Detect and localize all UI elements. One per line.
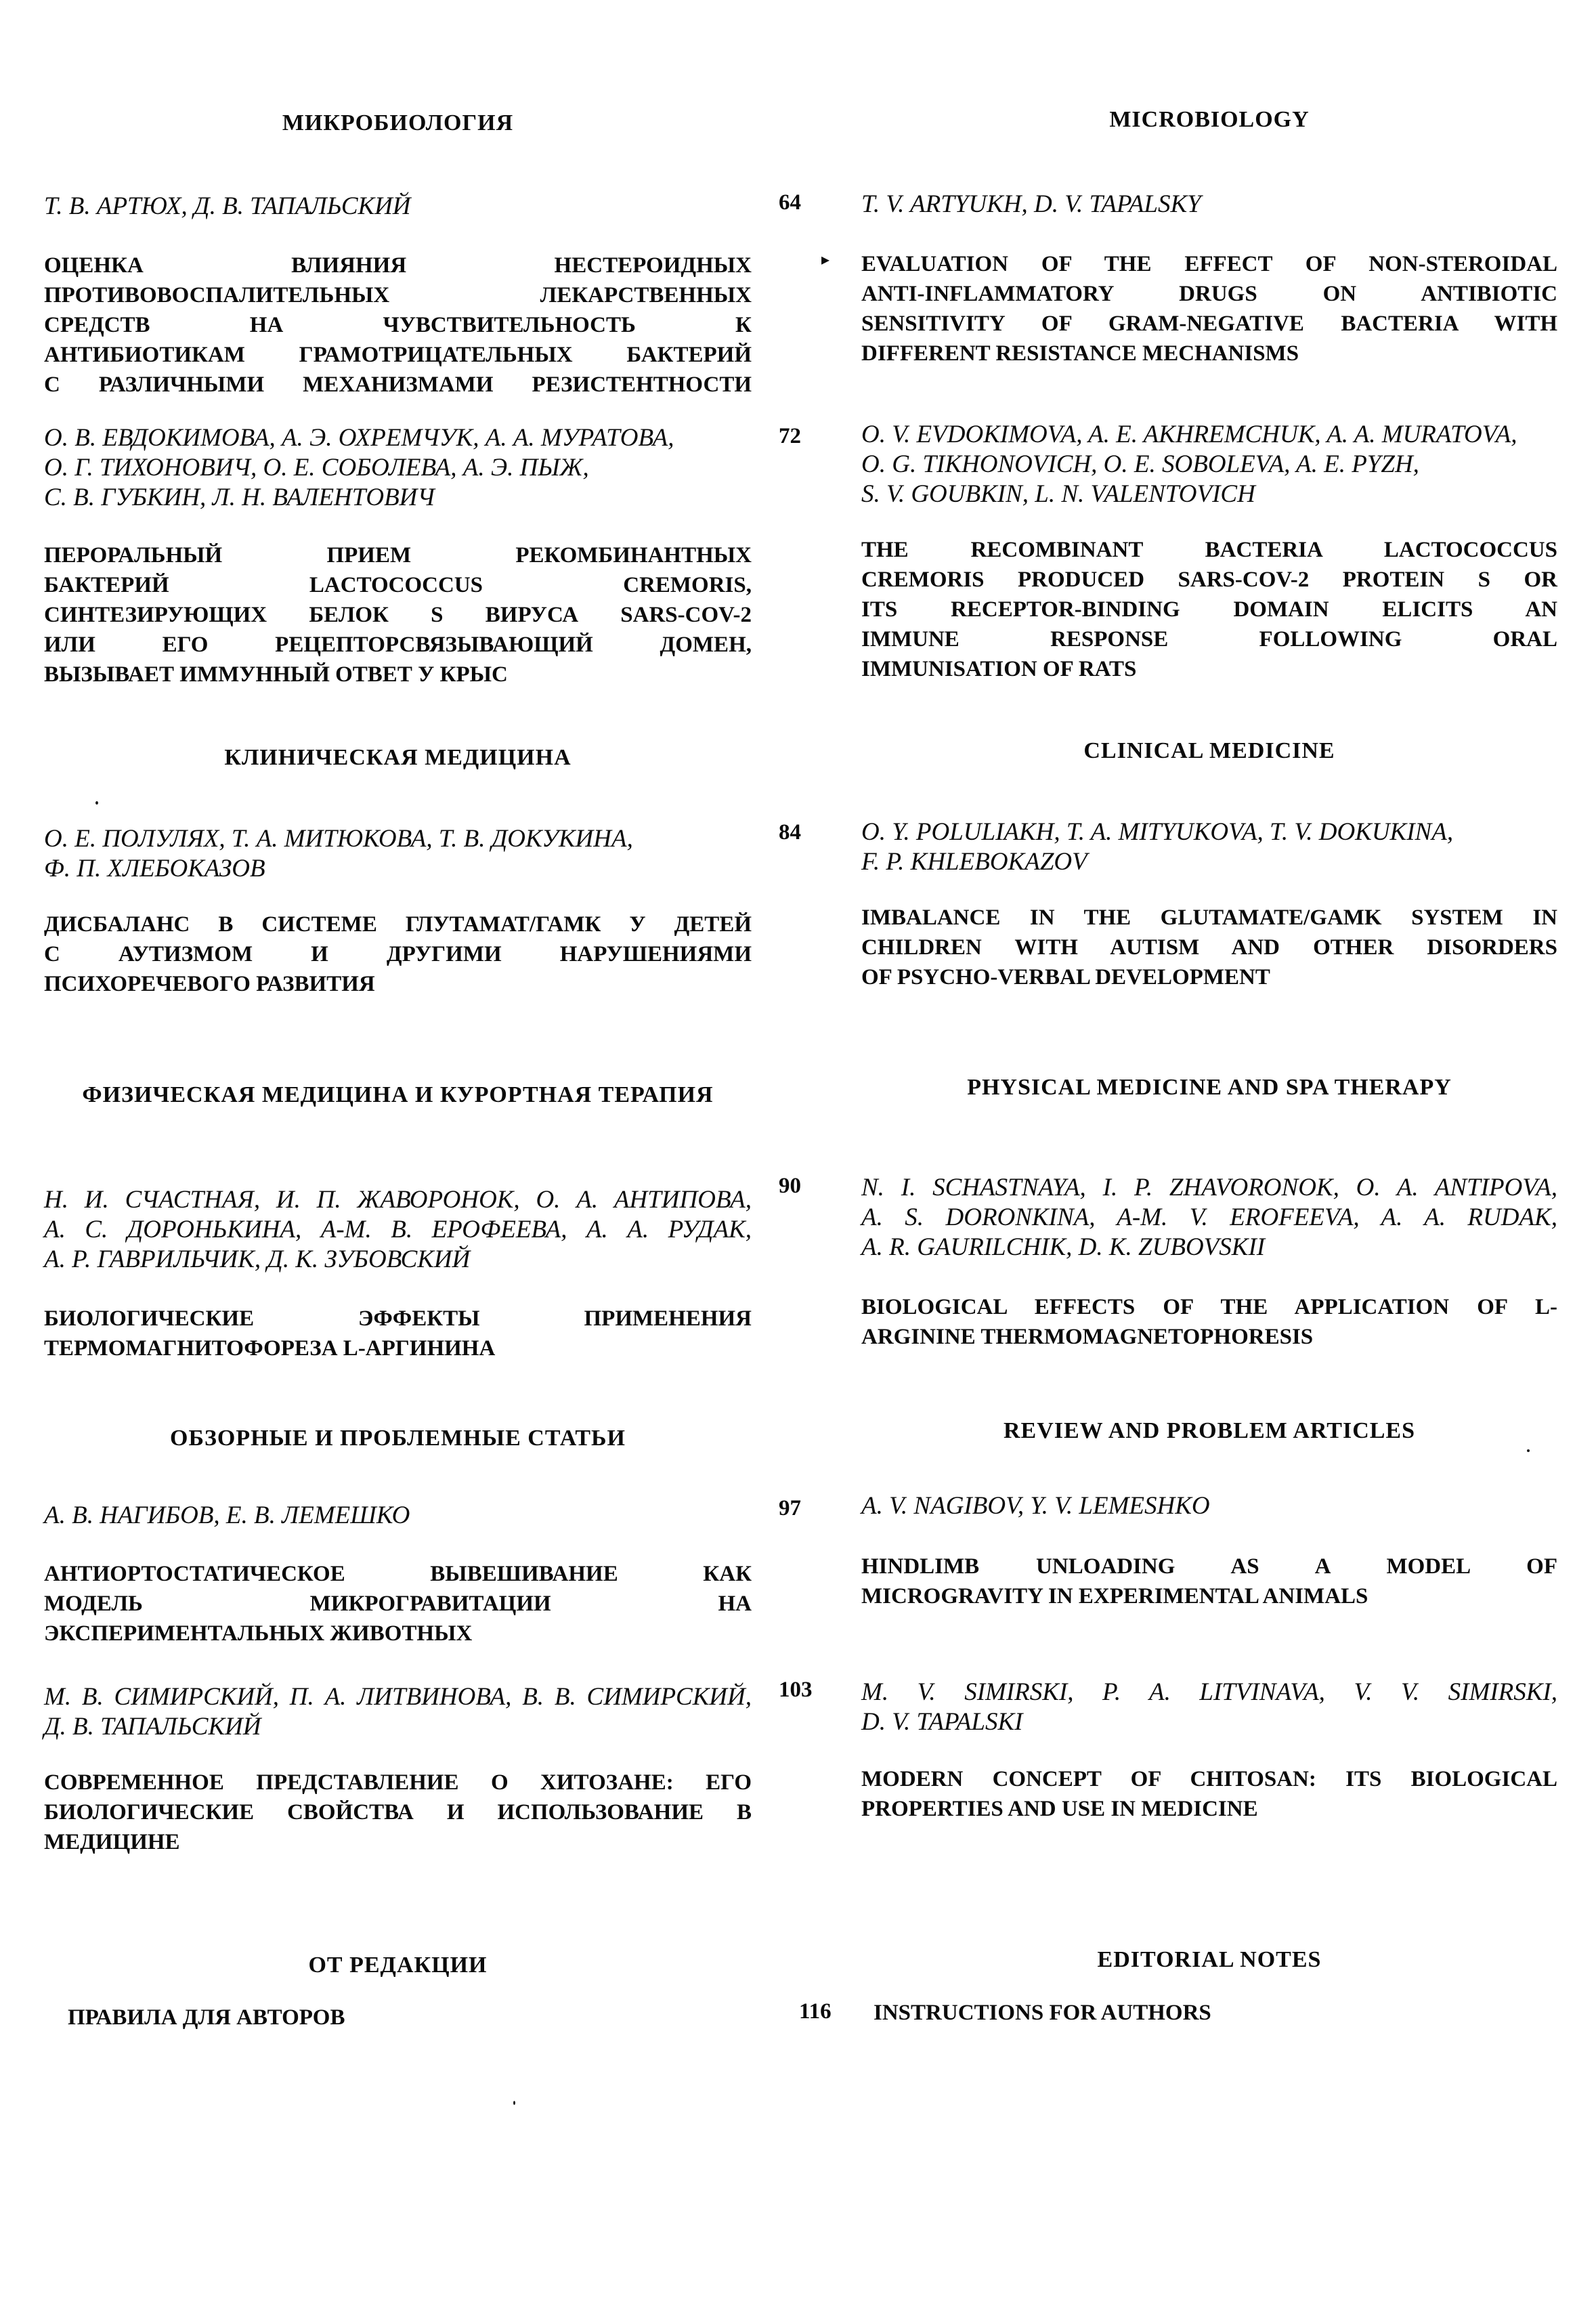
section-header-ru-review-articles: ОБЗОРНЫЕ И ПРОБЛЕМНЫЕ СТАТЬИ xyxy=(170,1426,626,1451)
title-line: ANTI-INFLAMMATORY DRUGS ON ANTIBIOTIC xyxy=(861,282,1557,306)
author-line: О. В. ЕВДОКИМОВА, А. Э. ОХРЕМЧУК, А. А. МУРАТОВА, xyxy=(44,424,674,452)
title-line: МЕДИЦИНЕ xyxy=(44,1830,180,1854)
page-number: 84 xyxy=(779,820,801,845)
author-line: T. V. ARTYUKH, D. V. TAPALSKY xyxy=(861,190,1201,218)
page-number: 64 xyxy=(779,190,801,215)
author-line: M. V. SIMIRSKI, P. A. LITVINAVA, V. V. SIMIRSKI, xyxy=(861,1678,1557,1706)
article-authors-en xyxy=(861,420,1557,509)
article-authors-ru xyxy=(44,423,752,513)
bullet-marker-icon: ▸ xyxy=(821,251,830,269)
title-line: ВЫЗЫВАЕТ ИММУННЫЙ ОТВЕТ У КРЫС xyxy=(44,662,508,687)
article-title-en xyxy=(861,1292,1557,1352)
author-line: O. G. TIKHONOVICH, O. E. SOBOLEVA, A. E. PYZH, xyxy=(861,450,1419,478)
article-title-en xyxy=(861,1552,1557,1611)
article-title-en xyxy=(861,535,1557,684)
article-title-ru xyxy=(44,1559,752,1648)
section-header-en-review-articles: REVIEW AND PROBLEM ARTICLES xyxy=(1003,1418,1416,1443)
title-line: ПРАВИЛА ДЛЯ АВТОРОВ xyxy=(68,2005,345,2030)
author-line: N. I. SCHASTNAYA, I. P. ZHAVORONOK, O. A. ANTIPOVA, xyxy=(861,1174,1557,1201)
article-authors-en xyxy=(861,190,1557,219)
title-line: CREMORIS PRODUCED SARS-COV-2 PROTEIN S OR xyxy=(861,568,1557,592)
article-title-ru xyxy=(44,251,752,400)
title-line: PROPERTIES AND USE IN MEDICINE xyxy=(861,1797,1258,1821)
title-line: SENSITIVITY OF GRAM-NEGATIVE BACTERIA WITH xyxy=(861,312,1557,336)
author-line: F. P. KHLEBOKAZOV xyxy=(861,848,1087,876)
article-title-en xyxy=(874,1998,1570,2028)
page-number: 97 xyxy=(779,1496,801,1520)
title-line: IMMUNISATION OF RATS xyxy=(861,657,1137,681)
title-line: ARGININE THERMOMAGNETOPHORESIS xyxy=(861,1325,1314,1349)
article-title-en xyxy=(861,1764,1557,1824)
article-authors-ru xyxy=(44,192,752,221)
page-number: 103 xyxy=(779,1678,813,1702)
title-line: ПРОТИВОВОСПАЛИТЕЛЬНЫХ ЛЕКАРСТВЕННЫХ xyxy=(44,283,752,307)
title-line: DIFFERENT RESISTANCE MECHANISMS xyxy=(861,341,1299,366)
scan-speck xyxy=(95,801,98,805)
scan-speck xyxy=(1527,1449,1530,1452)
article-title-ru xyxy=(68,2003,775,2032)
section-header-ru-clinical-medicine: КЛИНИЧЕСКАЯ МЕДИЦИНА xyxy=(224,745,571,770)
title-line: АНТИОРТОСТАТИЧЕСКОЕ ВЫВЕШИВАНИЕ КАК xyxy=(44,1562,752,1586)
title-line: THE RECOMBINANT BACTERIA LACTOCOCCUS xyxy=(861,538,1557,562)
title-line: СИНТЕЗИРУЮЩИХ БЕЛОК S ВИРУСА SARS-COV-2 xyxy=(44,603,752,627)
title-line: ПЕРОРАЛЬНЫЙ ПРИЕМ РЕКОМБИНАНТНЫХ xyxy=(44,543,752,568)
title-line: INSTRUCTIONS FOR AUTHORS xyxy=(874,2001,1211,2025)
author-line: О. Г. ТИХОНОВИЧ, О. Е. СОБОЛЕВА, А. Э. ПЫЖ, xyxy=(44,454,589,482)
title-line: АНТИБИОТИКАМ ГРАМОТРИЦАТЕЛЬНЫХ БАКТЕРИЙ xyxy=(44,343,752,367)
author-line: О. Е. ПОЛУЛЯХ, Т. А. МИТЮКОВА, Т. В. ДОКУКИНА, xyxy=(44,825,633,853)
author-line: А. Р. ГАВРИЛЬЧИК, Д. К. ЗУБОВСКИЙ xyxy=(44,1245,471,1273)
title-line: OF PSYCHO-VERBAL DEVELOPMENT xyxy=(861,965,1270,989)
scan-speck xyxy=(513,2101,515,2105)
page-number: 116 xyxy=(799,1999,832,2024)
author-line: O. Y. POLULIAKH, T. A. MITYUKOVA, T. V. DOKUKINA, xyxy=(861,818,1454,846)
title-line: ТЕРМОМАГНИТОФОРЕЗА L-АРГИНИНА xyxy=(44,1336,496,1361)
author-line: D. V. TAPALSKI xyxy=(861,1708,1023,1736)
title-line: БАКТЕРИЙ LACTOCOCCUS CREMORIS, xyxy=(44,573,752,597)
page-number: 90 xyxy=(779,1174,801,1198)
title-line: MODERN CONCEPT OF CHITOSAN: ITS BIOLOGICAL xyxy=(861,1767,1557,1791)
article-title-en xyxy=(861,903,1557,992)
title-line: МОДЕЛЬ МИКРОГРАВИТАЦИИ НА xyxy=(44,1592,752,1616)
article-title-ru xyxy=(44,1304,752,1363)
title-line: С РАЗЛИЧНЫМИ МЕХАНИЗМАМИ РЕЗИСТЕНТНОСТИ xyxy=(44,372,752,397)
article-authors-en xyxy=(861,817,1557,877)
title-line: СОВРЕМЕННОЕ ПРЕДСТАВЛЕНИЕ О ХИТОЗАНЕ: ЕГО xyxy=(44,1770,752,1795)
author-line: O. V. EVDOKIMOVA, A. E. AKHREMCHUK, A. A. MURATOVA, xyxy=(861,421,1517,448)
title-line: С АУТИЗМОМ И ДРУГИМИ НАРУШЕНИЯМИ xyxy=(44,942,752,966)
author-line: А. В. НАГИБОВ, Е. В. ЛЕМЕШКО xyxy=(44,1501,410,1529)
author-line: М. В. СИМИРСКИЙ, П. А. ЛИТВИНОВА, В. В. СИМИРСКИЙ, xyxy=(44,1683,752,1711)
article-title-ru xyxy=(44,540,752,689)
title-line: ИЛИ ЕГО РЕЦЕПТОРСВЯЗЫВАЮЩИЙ ДОМЕН, xyxy=(44,633,752,657)
author-line: Т. В. АРТЮХ, Д. В. ТАПАЛЬСКИЙ xyxy=(44,192,411,220)
author-line: А. С. ДОРОНЬКИНА, А-М. В. ЕРОФЕЕВА, А. А. РУДАК, xyxy=(44,1216,752,1243)
section-header-en-physical-medicine: PHYSICAL MEDICINE AND SPA THERAPY xyxy=(967,1075,1452,1100)
author-line: Д. В. ТАПАЛЬСКИЙ xyxy=(44,1713,261,1741)
title-line: ОЦЕНКА ВЛИЯНИЯ НЕСТЕРОИДНЫХ xyxy=(44,253,752,278)
author-line: С. В. ГУБКИН, Л. Н. ВАЛЕНТОВИЧ xyxy=(44,484,435,511)
title-line: MICROGRAVITY IN EXPERIMENTAL ANIMALS xyxy=(861,1584,1368,1608)
author-line: Н. И. СЧАСТНАЯ, И. П. ЖАВОРОНОК, О. А. АНТИПОВА, xyxy=(44,1186,752,1214)
title-line: EVALUATION OF THE EFFECT OF NON-STEROIDAL xyxy=(861,252,1557,276)
title-line: HINDLIMB UNLOADING AS A MODEL OF xyxy=(861,1554,1557,1579)
title-line: IMBALANCE IN THE GLUTAMATE/GAMK SYSTEM IN xyxy=(861,905,1557,930)
title-line: БИОЛОГИЧЕСКИЕ СВОЙСТВА И ИСПОЛЬЗОВАНИЕ В xyxy=(44,1800,752,1825)
title-line: CHILDREN WITH AUTISM AND OTHER DISORDERS xyxy=(861,935,1557,960)
author-line: A. R. GAURILCHIK, D. K. ZUBOVSKII xyxy=(861,1233,1266,1261)
page-number: 72 xyxy=(779,424,801,448)
article-authors-ru xyxy=(44,1185,752,1275)
title-line: ЭКСПЕРИМЕНТАЛЬНЫХ ЖИВОТНЫХ xyxy=(44,1621,473,1646)
title-line: ПСИХОРЕЧЕВОГО РАЗВИТИЯ xyxy=(44,972,375,996)
title-line: БИОЛОГИЧЕСКИЕ ЭФФЕКТЫ ПРИМЕНЕНИЯ xyxy=(44,1306,752,1331)
author-line: Ф. П. ХЛЕБОКАЗОВ xyxy=(44,855,265,882)
title-line: BIOLOGICAL EFFECTS OF THE APPLICATION OF L- xyxy=(861,1295,1557,1319)
author-line: A. S. DORONKINA, A-M. V. EROFEEVA, A. A. RUDAK, xyxy=(861,1203,1557,1231)
article-authors-en xyxy=(861,1678,1557,1737)
section-header-en-microbiology: MICROBIOLOGY xyxy=(1109,107,1310,132)
article-title-en xyxy=(861,249,1557,368)
article-authors-en xyxy=(861,1173,1557,1262)
article-title-ru xyxy=(44,910,752,999)
article-authors-ru xyxy=(44,824,752,884)
article-authors-en xyxy=(861,1491,1557,1521)
title-line: СРЕДСТВ НА ЧУВСТВИТЕЛЬНОСТЬ К xyxy=(44,313,752,337)
section-header-en-clinical-medicine: CLINICAL MEDICINE xyxy=(1083,738,1335,763)
article-authors-ru xyxy=(44,1682,752,1742)
section-header-en-editorial: EDITORIAL NOTES xyxy=(1097,1947,1322,1972)
author-line: A. V. NAGIBOV, Y. V. LEMESHKO xyxy=(861,1492,1210,1520)
section-header-ru-editorial: ОТ РЕДАКЦИИ xyxy=(308,1953,488,1978)
title-line: IMMUNE RESPONSE FOLLOWING ORAL xyxy=(861,627,1557,652)
article-title-ru xyxy=(44,1768,752,1857)
section-header-ru-physical-medicine: ФИЗИЧЕСКАЯ МЕДИЦИНА И КУРОРТНАЯ ТЕРАПИЯ xyxy=(82,1082,714,1107)
title-line: ДИСБАЛАНС В СИСТЕМЕ ГЛУТАМАТ/ГАМК У ДЕТЕЙ xyxy=(44,912,752,937)
title-line: ITS RECEPTOR-BINDING DOMAIN ELICITS AN xyxy=(861,597,1557,622)
section-header-ru-microbiology: МИКРОБИОЛОГИЯ xyxy=(282,110,514,135)
author-line: S. V. GOUBKIN, L. N. VALENTOVICH xyxy=(861,480,1255,508)
article-authors-ru xyxy=(44,1501,752,1531)
